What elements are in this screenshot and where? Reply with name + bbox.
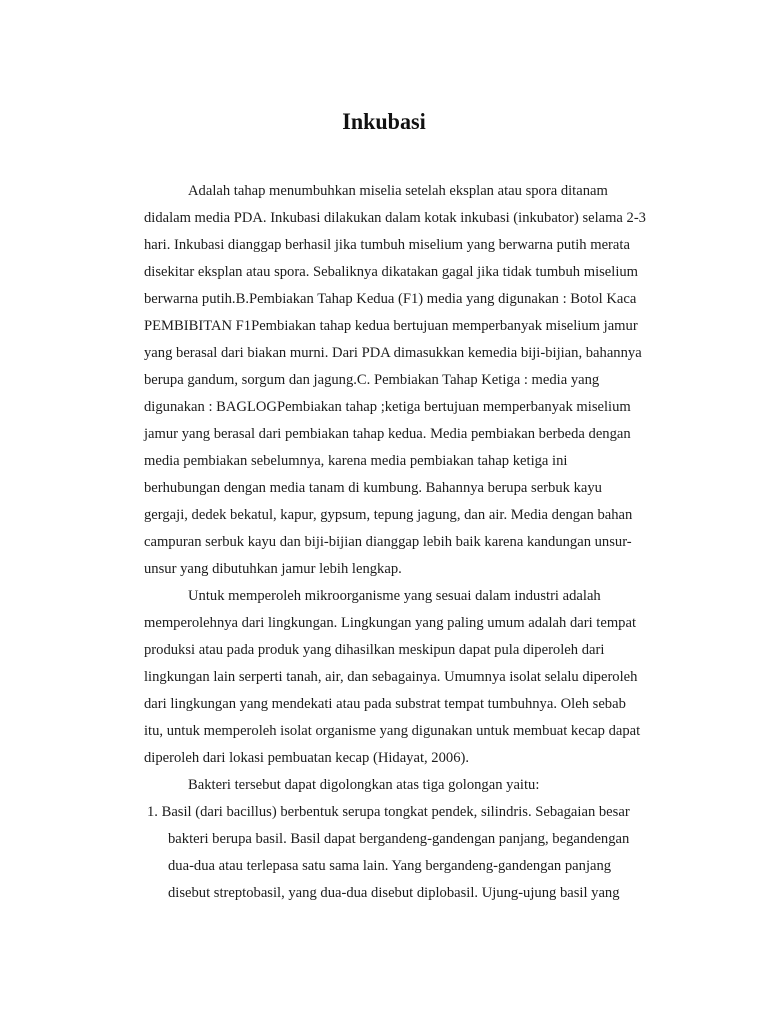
text-line: Untuk memperoleh mikroorganisme yang sesuai dalam industri adalah	[188, 588, 601, 604]
text-line: PEMBIBITAN F1Pembiakan tahap kedua bertujuan memperbanyak miselium jamur	[144, 318, 638, 334]
text-line: berwarna putih.B.Pembiakan Tahap Kedua (F1) media yang digunakan : Botol Kaca	[144, 291, 637, 307]
text-line: yang berasal dari biakan murni. Dari PDA dimasukkan kemedia biji-bijian, bahannya	[144, 345, 642, 361]
text-line: dari lingkungan yang mendekati atau pada substrat tempat tumbuhnya. Oleh sebab	[144, 696, 626, 712]
document-title: Inkubasi	[342, 109, 426, 134]
text-line: Adalah tahap menumbuhkan miselia setelah eksplan atau spora ditanam	[188, 183, 608, 199]
list-item-line: 1. Basil (dari bacillus) berbentuk serupa tongkat pendek, silindris. Sebagaian besar	[147, 804, 630, 820]
text-line: digunakan : BAGLOGPembiakan tahap ;ketiga bertujuan memperbanyak miselium	[144, 399, 631, 415]
text-line: jamur yang berasal dari pembiakan tahap kedua. Media pembiakan berbeda dengan	[144, 426, 631, 442]
text-line: campuran serbuk kayu dan biji-bijian dianggap lebih baik karena kandungan unsur-	[144, 534, 632, 550]
text-line: diperoleh dari lokasi pembuatan kecap (Hidayat, 2006).	[144, 750, 470, 766]
text-line: lingkungan lain serperti tanah, air, dan sebagainya. Umumnya isolat selalu diperoleh	[144, 669, 638, 685]
list-item-line: disebut streptobasil, yang dua-dua disebut diplobasil. Ujung-ujung basil yang	[168, 885, 620, 901]
text-line: berhubungan dengan media tanam di kumbung. Bahannya berupa serbuk kayu	[144, 480, 602, 496]
list-item-line: dua-dua atau terlepasa satu sama lain. Yang bergandeng-gandengan panjang	[168, 858, 612, 874]
text-line: hari. Inkubasi dianggap berhasil jika tumbuh miselium yang berwarna putih merata	[144, 237, 630, 253]
text-line: didalam media PDA. Inkubasi dilakukan dalam kotak inkubasi (inkubator) selama 2-3	[144, 210, 646, 226]
text-line: gergaji, dedek bekatul, kapur, gypsum, tepung jagung, dan air. Media dengan bahan	[144, 507, 633, 523]
text-line: Bakteri tersebut dapat digolongkan atas tiga golongan yaitu:	[188, 777, 540, 793]
text-line: unsur yang dibutuhkan jamur lebih lengkap.	[144, 561, 402, 577]
text-line: disekitar eksplan atau spora. Sebaliknya dikatakan gagal jika tidak tumbuh miselium	[144, 264, 639, 280]
text-line: produksi atau pada produk yang dihasilkan meskipun dapat pula diperoleh dari	[144, 642, 605, 658]
text-line: media pembiakan sebelumnya, karena media pembiakan tahap ketiga ini	[144, 453, 568, 469]
text-line: memperolehnya dari lingkungan. Lingkungan yang paling umum adalah dari tempat	[144, 615, 636, 631]
text-line: berupa gandum, sorgum dan jagung.C. Pembiakan Tahap Ketiga : media yang	[144, 372, 600, 388]
list-item-line: bakteri berupa basil. Basil dapat bergandeng-gandengan panjang, begandengan	[168, 831, 630, 847]
text-line: itu, untuk memperoleh isolat organisme yang digunakan untuk membuat kecap dapat	[144, 723, 641, 739]
